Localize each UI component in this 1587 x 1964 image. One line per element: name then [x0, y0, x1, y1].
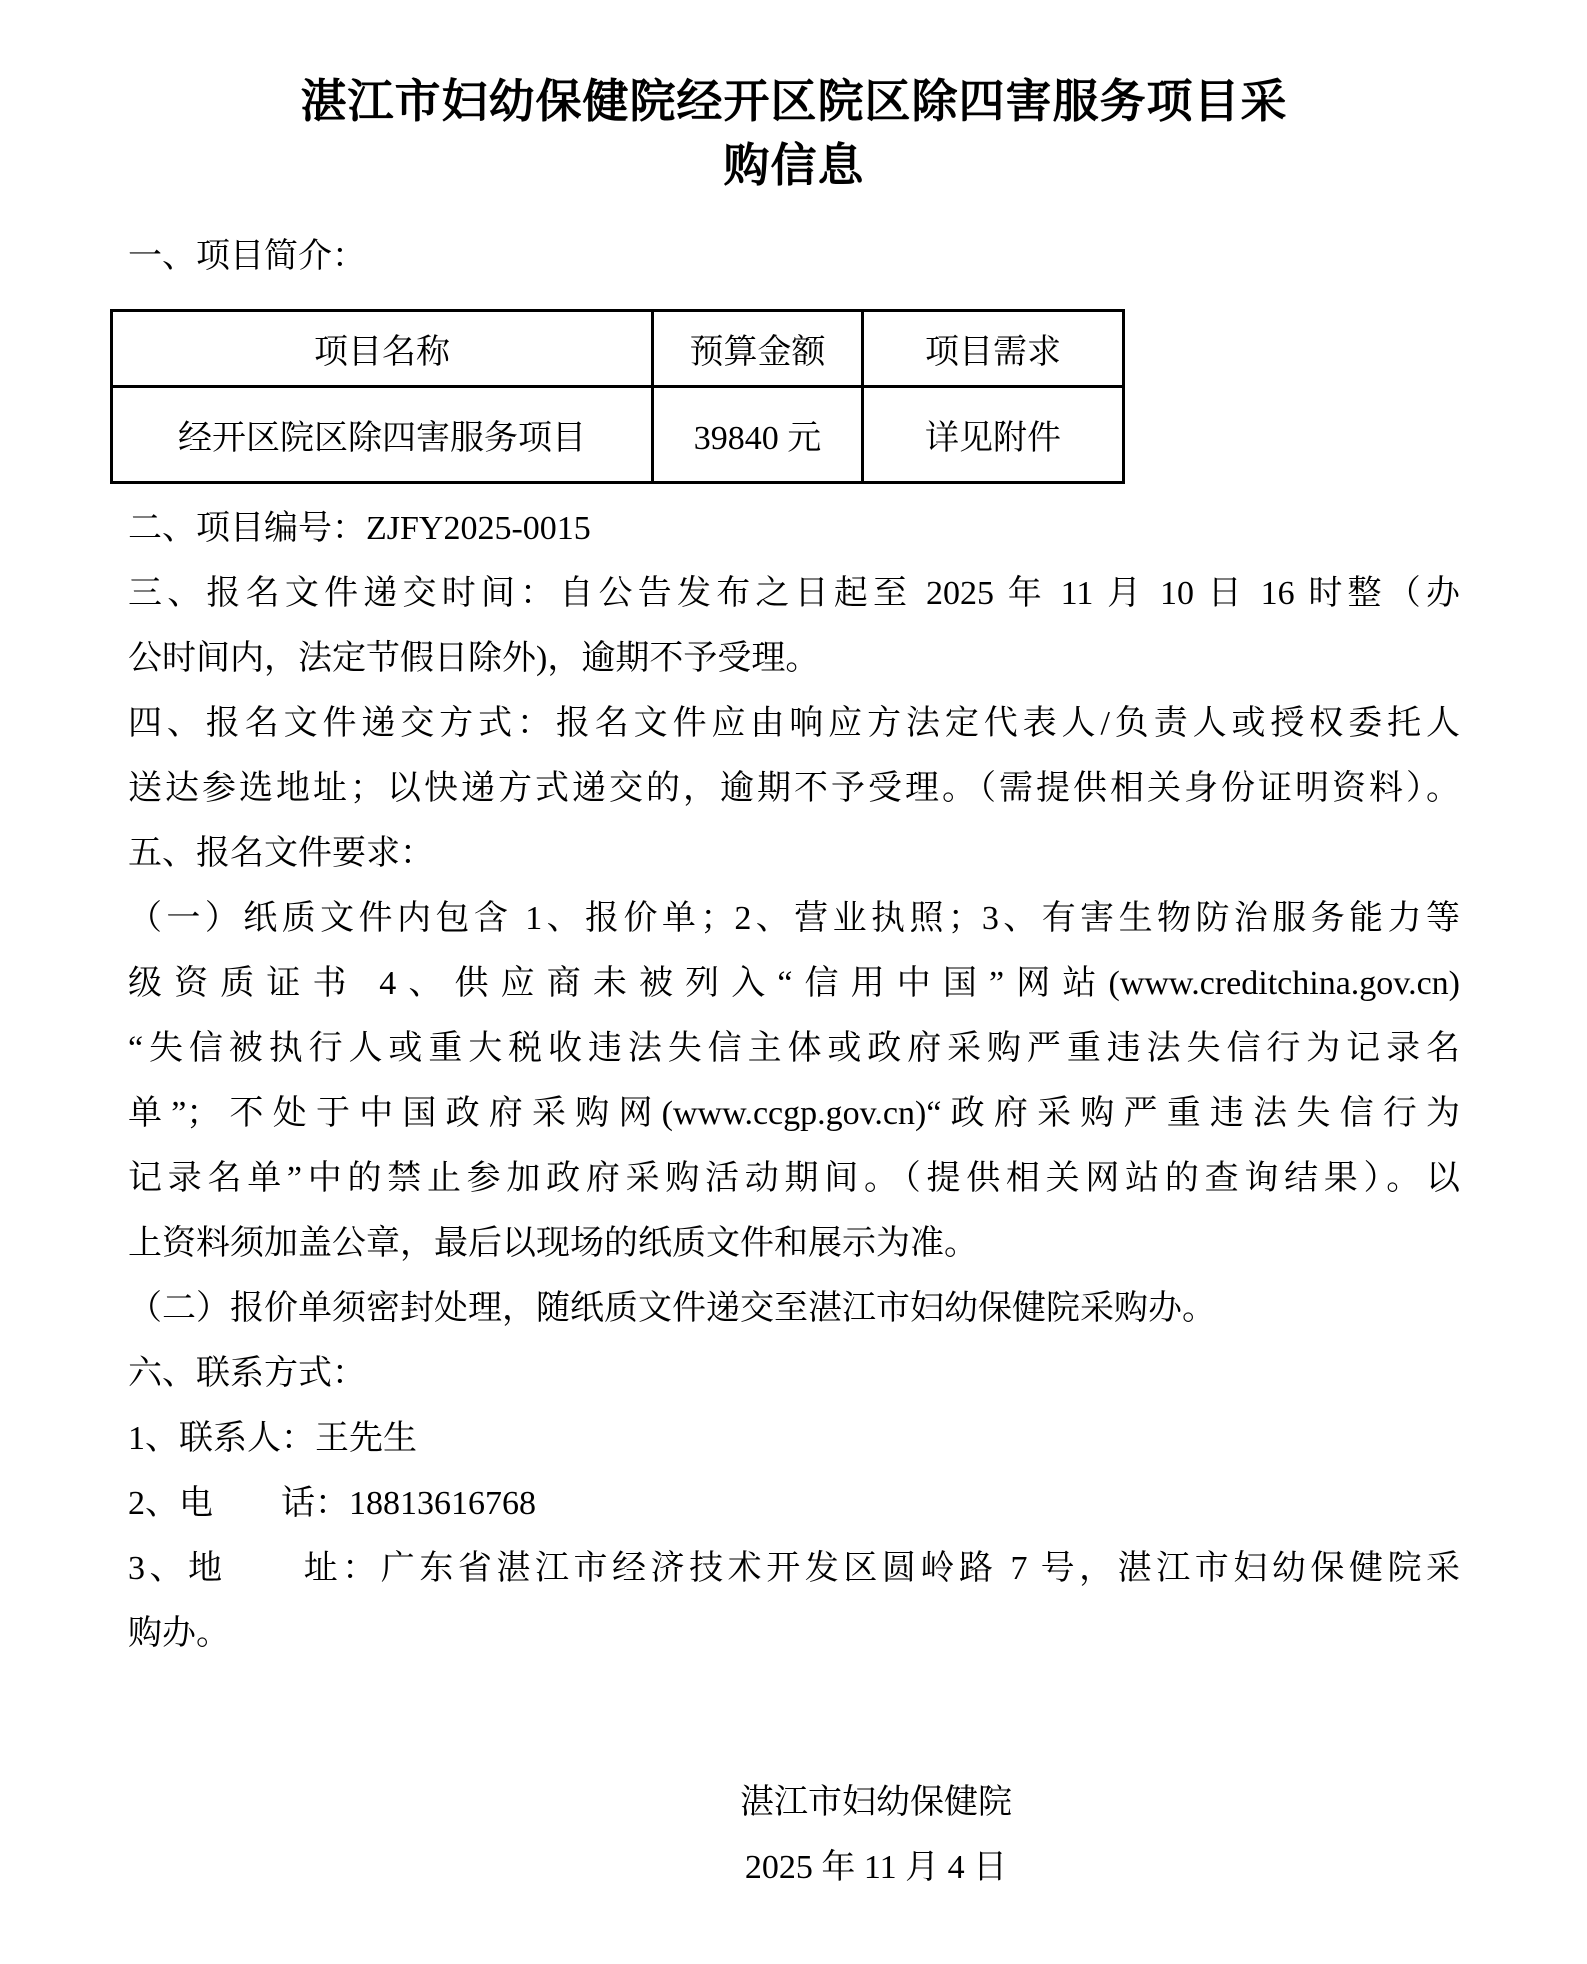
table-header-row — [112, 311, 1124, 387]
line-requirement-1e: 记录名单”中的禁止参加政府采购活动期间。（提供相关网站的查询结果）。以 — [128, 1160, 1460, 1197]
cell-requirements: 详见附件 — [863, 387, 1124, 483]
heading-project-intro: 一、项目简介： — [128, 238, 366, 275]
line-submission-time-2: 公时间内，法定节假日除外)，逾期不予受理。 — [128, 640, 820, 677]
line-submission-method-1: 四、报名文件递交方式：报名文件应由响应方法定代表人/负责人或授权委托人 — [128, 705, 1460, 742]
line-contact-phone: 2、电 话：18813616768 — [128, 1485, 536, 1522]
line-submission-time-1: 三、报名文件递交时间：自公告发布之日起至 2025 年 11 月 10 日 16 时整（办 — [128, 575, 1460, 612]
document-title-line-1: 湛江市妇幼保健院经开区院区除四害服务项目采 — [300, 76, 1288, 127]
signature-block — [740, 1770, 1012, 1900]
signature-date: 2025 年 11 月 4 日 — [744, 1849, 1008, 1886]
line-requirement-1f: 上资料须加盖公章，最后以现场的纸质文件和展示为准。 — [128, 1225, 978, 1262]
cell-project-name: 经开区院区除四害服务项目 — [112, 387, 653, 483]
line-contact-address-2: 购办。 — [128, 1615, 230, 1652]
document-body — [128, 496, 1460, 1666]
line-requirement-2: （二）报价单须密封处理，随纸质文件递交至湛江市妇幼保健院采购办。 — [128, 1290, 1216, 1327]
signature-organization: 湛江市妇幼保健院 — [740, 1784, 1012, 1821]
heading-file-requirements: 五、报名文件要求： — [128, 835, 434, 872]
line-submission-method-2: 送达参选地址；以快递方式递交的，逾期不予受理。（需提供相关身份证明资料）。 — [128, 770, 1460, 807]
heading-contact-info: 六、联系方式： — [128, 1355, 366, 1392]
line-requirement-1c: “失信被执行人或重大税收违法失信主体或政府采购严重违法失信行为记录名 — [128, 1030, 1460, 1067]
document-title-line-2: 购信息 — [723, 140, 865, 191]
line-requirement-1b: 级资质证书 4、供应商未被列入“信用中国”网站(www.creditchina.gov.cn) — [128, 965, 1460, 1002]
document-title — [128, 70, 1460, 198]
table-header-budget: 预算金额 — [653, 311, 863, 387]
cell-budget-amount: 39840 元 — [653, 387, 863, 483]
line-contact-person: 1、联系人：王先生 — [128, 1420, 417, 1457]
table-header-requirements: 项目需求 — [863, 311, 1124, 387]
line-requirement-1d: 单”；不处于中国政府采购网(www.ccgp.gov.cn)“政府采购严重违法失信行为 — [128, 1095, 1460, 1132]
line-contact-address-1: 3、地 址：广东省湛江市经济技术开发区圆岭路 7 号，湛江市妇幼保健院采 — [128, 1550, 1460, 1587]
table-row — [112, 387, 1124, 483]
line-project-number: 二、项目编号：ZJFY2025-0015 — [128, 510, 591, 547]
table-header-project-name: 项目名称 — [112, 311, 653, 387]
project-info-table — [110, 309, 1125, 484]
line-requirement-1a: （一）纸质文件内包含 1、报价单；2、营业执照；3、有害生物防治服务能力等 — [128, 900, 1460, 937]
